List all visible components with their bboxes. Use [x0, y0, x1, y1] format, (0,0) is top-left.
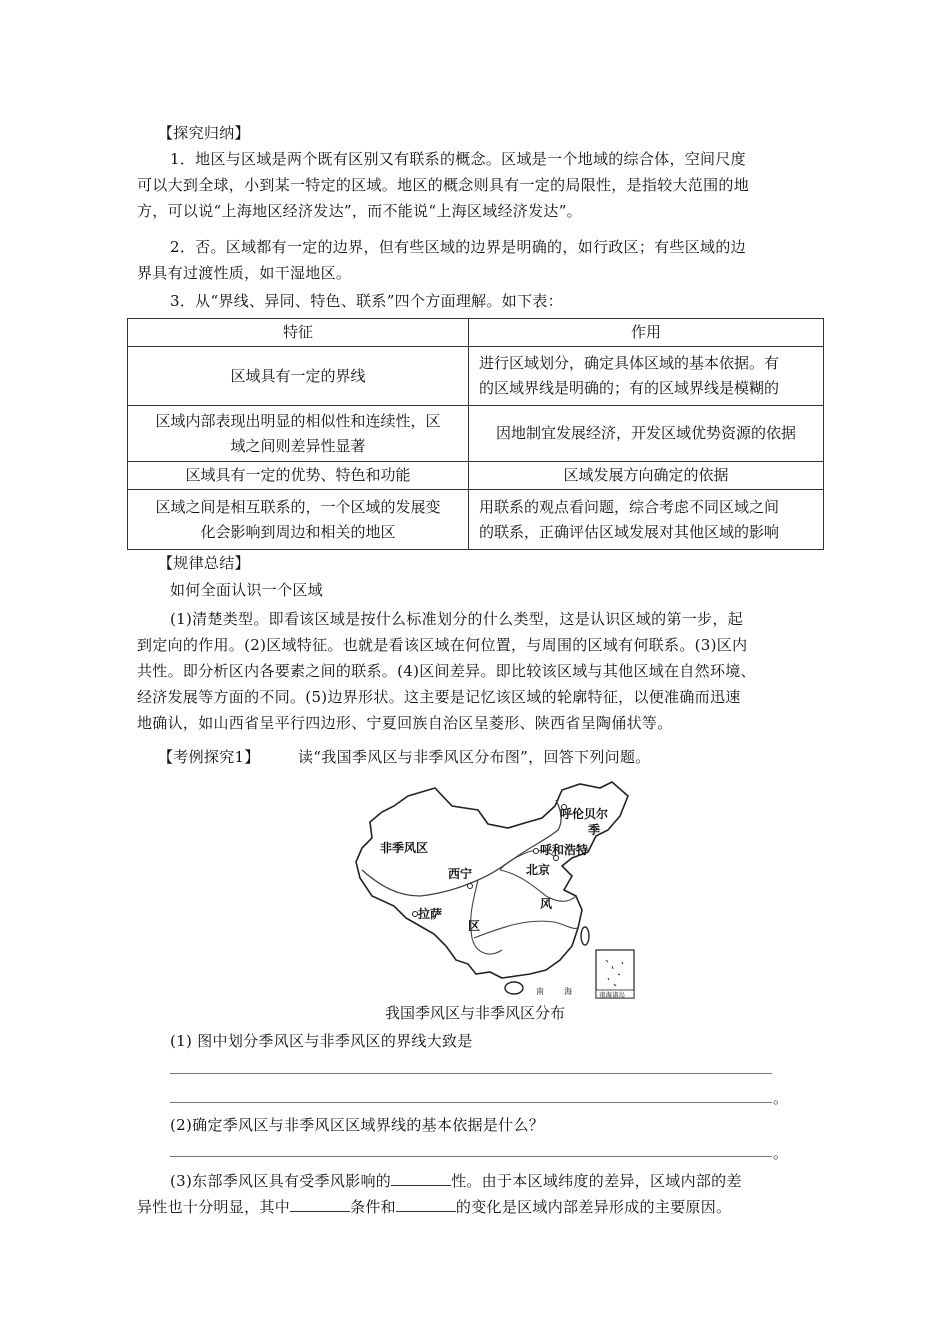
- table-cell-role: [469, 347, 824, 406]
- answer-line-2[interactable]: [170, 1156, 772, 1157]
- cell-line: 进行区域划分，确定具体区域的基本依据。有: [479, 354, 780, 372]
- cell-line: 化会影响到周边和相关的地区: [200, 522, 396, 541]
- cell-line: 区域之间是相互联系的，一个区域的发展变: [155, 497, 441, 516]
- paragraph-1-line-3: 方，可以说“上海地区经济发达”，而不能说“上海区域经济发达”。: [137, 202, 582, 220]
- section-title-inquiry: 【探究归纳】: [158, 124, 250, 142]
- table-row: [128, 490, 824, 550]
- city-marker-xining: [468, 884, 473, 889]
- label-hulunbuir: 呼伦贝尔: [560, 807, 609, 821]
- cell-line: 区域内部表现出明显的相似性和连续性，区: [155, 411, 441, 430]
- paragraph-3: 3．从“界线、异同、特色、联系”四个方面理解。如下表：: [170, 292, 563, 310]
- paragraph-2-line-2: 界具有过渡性质，如干湿地区。: [137, 264, 352, 282]
- summary-line: 地确认，如山西省呈平行四边形、宁夏回族自治区呈菱形、陕西省呈陶俑状等。: [137, 714, 673, 732]
- label-qu: 区: [468, 919, 481, 933]
- feature-role-table: [127, 318, 824, 550]
- answer-blank-3b[interactable]: [290, 1197, 350, 1212]
- cell-line: 域之间则差异性显著: [230, 436, 366, 455]
- paragraph-1-line-2: 可以大到全球，小到某一特定的区域。地区的概念则具有一定的局限性，是指较大范围的地: [137, 176, 750, 194]
- table-cell-role: [469, 490, 824, 550]
- question-3-line-2: [137, 1194, 731, 1220]
- answer-line-1b[interactable]: [170, 1102, 772, 1103]
- table-row: [128, 347, 824, 406]
- table-row: [128, 462, 824, 490]
- taiwan-island: [581, 927, 589, 945]
- table-cell-feature: [128, 406, 469, 462]
- inset-label: 南海诸岛: [599, 991, 625, 999]
- question-3-part-d: 条件和: [350, 1198, 396, 1216]
- cell-line: 的区域界线是明确的；有的区域界线是模糊的: [479, 379, 780, 397]
- question-3-line-1: [170, 1168, 742, 1194]
- summary-subtitle: 如何全面认识一个区域: [170, 581, 324, 599]
- table-header-feature: 特征: [128, 319, 469, 347]
- label-beijing: 北京: [526, 863, 551, 877]
- label-hai: 海: [564, 987, 572, 996]
- answer-blank-3a[interactable]: [391, 1171, 451, 1186]
- answer-period-1: 。: [773, 1089, 789, 1107]
- china-monsoon-map: [350, 778, 640, 1002]
- cell-line: 的联系，正确评估区域发展对其他区域的影响: [479, 522, 780, 541]
- table-header-role: 作用: [469, 319, 824, 347]
- map-caption: 我国季风区与非季风区分布: [384, 1004, 565, 1022]
- question-3-part-c: 异性也十分明显，其中: [137, 1198, 291, 1216]
- answer-line-1a[interactable]: [170, 1073, 772, 1074]
- cell-line: 区域具有一定的优势、特色和功能: [185, 466, 411, 484]
- example-label: 【考例探究1】: [158, 748, 260, 766]
- table-cell-role: [469, 462, 824, 490]
- summary-line: 经济发展等方面的不同。(5)边界形状。这主要是记忆该区域的轮廓特征，以便准确而迅速: [137, 688, 741, 706]
- answer-blank-3c[interactable]: [396, 1197, 456, 1212]
- paragraph-1-line-1: 1．地区与区域是两个既有区别又有联系的概念。区域是一个地域的综合体，空间尺度: [170, 150, 746, 168]
- question-3-part-e: 的变化是区域内部差异形成的主要原因。: [455, 1198, 732, 1216]
- cell-line: 因地制宜发展经济，开发区域优势资源的依据: [495, 424, 796, 442]
- label-hohhot: 呼和浩特: [540, 843, 589, 857]
- label-nonmonsoon: 非季风区: [380, 841, 429, 855]
- label-nan: 南: [536, 987, 544, 996]
- example-prompt: 读“我国季风区与非季风区分布图”，回答下列问题。: [298, 748, 651, 766]
- section-title-summary: 【规律总结】: [158, 554, 250, 572]
- table-cell-feature: [128, 490, 469, 550]
- summary-line: 到定向的作用。(2)区域特征。也就是看该区域在何位置，与周围的区域有何联系。(3)区内: [137, 636, 748, 654]
- table-cell-feature: [128, 347, 469, 406]
- label-ji: 季: [588, 823, 601, 837]
- cell-line: 区域发展方向确定的依据: [563, 466, 729, 484]
- hainan-island: [505, 982, 523, 994]
- paragraph-2-line-1: 2．否。区域都有一定的边界，但有些区域的边界是明确的，如行政区；有些区域的边: [170, 238, 746, 256]
- label-feng: 风: [540, 897, 553, 911]
- table-cell-feature: [128, 462, 469, 490]
- question-2: (2)确定季风区与非季风区区域界线的基本依据是什么？: [170, 1116, 545, 1134]
- question-1: (1) 图中划分季风区与非季风区的界线大致是: [170, 1032, 473, 1050]
- summary-line: 共性。即分析区内各要素之间的联系。(4)区间差异。即比较该区域与其他区域在自然环境、: [137, 662, 756, 680]
- question-3-part-b: 性。由于本区域纬度的差异，区域内部的差: [451, 1172, 742, 1190]
- label-lhasa: 拉萨: [418, 907, 443, 921]
- cell-line: 区域具有一定的界线: [230, 366, 366, 385]
- answer-period-2: 。: [773, 1144, 789, 1162]
- cell-line: 用联系的观点看问题，综合考虑不同区域之间: [479, 497, 780, 516]
- question-3-part-a: (3)东部季风区具有受季风影响的: [170, 1172, 392, 1190]
- summary-line: (1)清楚类型。即看该区域是按什么标准划分的什么类型，这是认识区域的第一步，起: [170, 610, 743, 628]
- table-row: [128, 406, 824, 462]
- label-xining: 西宁: [448, 867, 473, 881]
- city-marker-hohhot: [534, 849, 539, 854]
- table-header-row: [128, 319, 824, 347]
- table-cell-role: [469, 406, 824, 462]
- city-marker-lhasa: [413, 912, 418, 917]
